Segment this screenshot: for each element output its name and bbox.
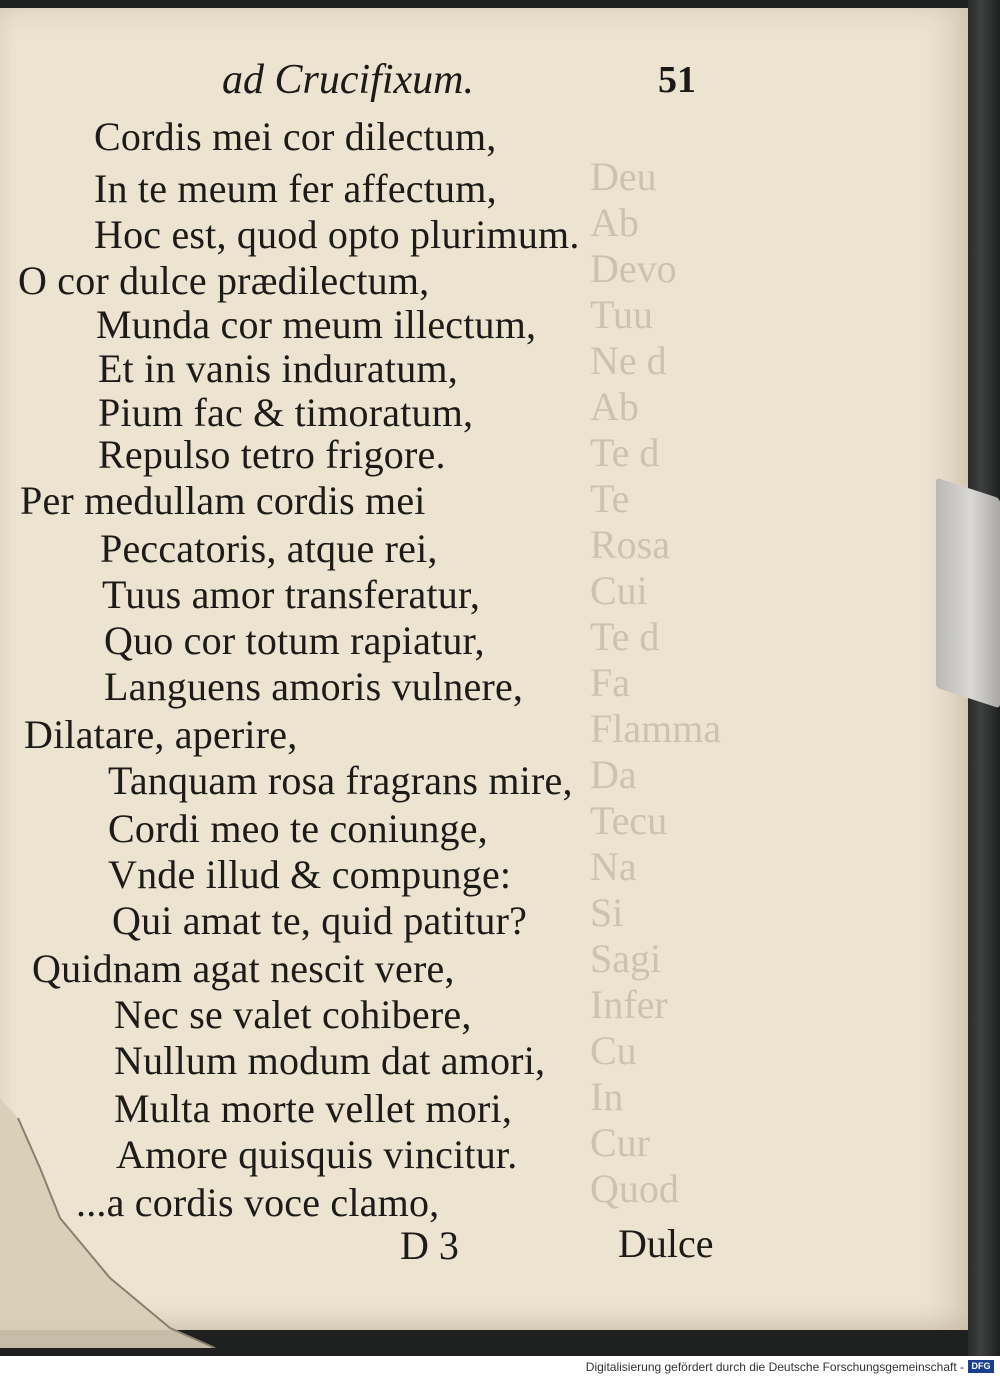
torn-corner [0, 1098, 230, 1348]
verse-line: Nullum modum dat amori, [114, 1038, 546, 1083]
page-clip [936, 478, 1000, 709]
verse-line: O cor dulce prædilectum, [18, 258, 430, 303]
verse-line: Nec se valet cohibere, [114, 992, 472, 1037]
page-number: 51 [658, 59, 696, 101]
verse-line: Amore quisquis vincitur. [116, 1132, 518, 1177]
show-through: Deu Ab Devo Tuu Ne d Ab Te d Te Rosa Cui Te d Fa Flamma Da Tecu Na Si Sagi Infer Cu In Cur Quod [590, 154, 722, 1211]
credit-text: Digitalisierung gefördert durch die Deutsche Forschungsgemeinschaft - [585, 1360, 964, 1374]
verse-line: Repulso tetro frigore. [98, 432, 446, 477]
verse-line: Quidnam agat nescit vere, [32, 946, 455, 991]
verse-line: Multa morte vellet mori, [114, 1086, 513, 1131]
catchword: Dulce [618, 1221, 714, 1266]
verse-line: Et in vanis induratum, [98, 346, 458, 391]
verse-line: Pium fac & timoratum, [98, 390, 474, 435]
signature-mark: D 3 [400, 1223, 459, 1268]
verse-line: ...a cordis voce clamo, [76, 1180, 440, 1225]
verse-line: Munda cor meum illectum, [96, 302, 537, 347]
verse-line: Tanquam rosa fragrans mire, [108, 758, 573, 803]
verse-line: Languens amoris vulnere, [104, 664, 524, 709]
verse-line: Per medullam cordis mei [20, 478, 426, 523]
running-title: ad Crucifixum. [222, 57, 474, 103]
book-page [0, 8, 968, 1330]
verse-line: Hoc est, quod opto plurimum. [94, 212, 580, 257]
verse-line: Dilatare, aperire, [24, 712, 298, 757]
verse-line: Cordis mei cor dilectum, [94, 114, 497, 159]
verse-line: In te meum fer affectum, [94, 166, 497, 211]
verse-line: Quo cor totum rapiatur, [104, 618, 485, 663]
verse-line: Peccatoris, atque rei, [100, 526, 438, 571]
dfg-logo: DFG [968, 1360, 994, 1373]
verse-line: Qui amat te, quid patitur? [112, 898, 528, 943]
verse-line: Tuus amor transferatur, [102, 572, 481, 617]
verse-line: Vnde illud & compunge: [108, 852, 512, 897]
digitization-credit [0, 1356, 1000, 1378]
verse-line: Cordi meo te coniunge, [108, 806, 488, 851]
